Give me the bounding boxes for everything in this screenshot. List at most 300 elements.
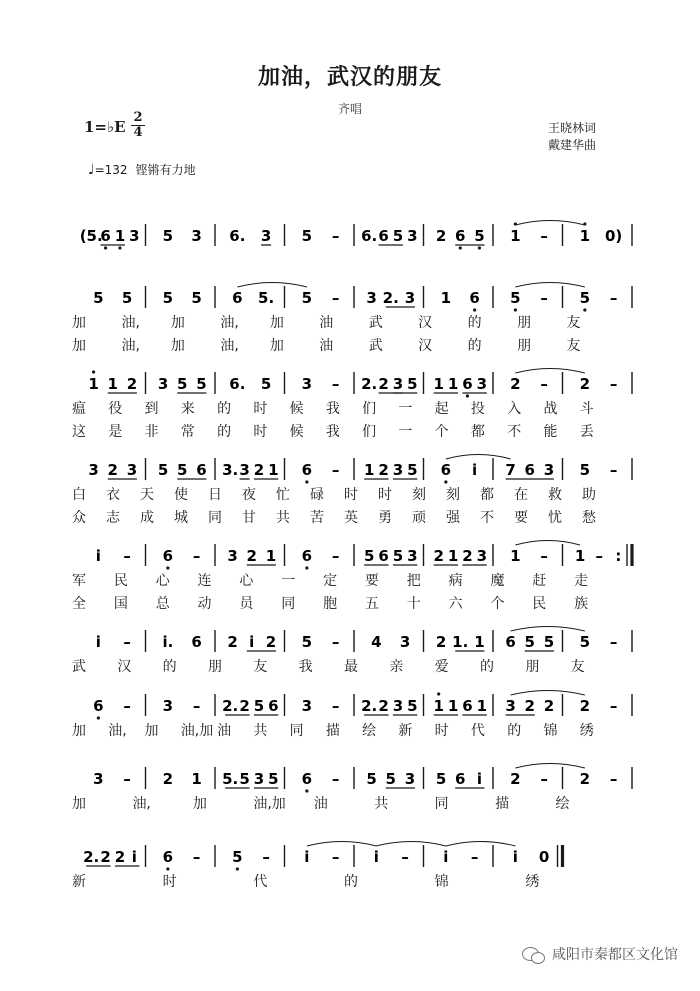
tie	[376, 842, 446, 847]
note: 6	[232, 289, 243, 307]
note: –	[540, 547, 548, 565]
note: 5	[407, 461, 418, 479]
lyric-char: 油,加	[253, 796, 286, 812]
note: –	[609, 461, 618, 479]
lyric-char: 时	[378, 487, 392, 503]
notation-line	[68, 765, 632, 791]
lyric-char: 时	[253, 424, 268, 440]
lyric-char: 的	[467, 338, 482, 354]
note: 6	[455, 770, 466, 788]
lyric-char: 们	[362, 401, 377, 417]
lyric-char: 赶	[532, 573, 547, 589]
note: 5	[510, 289, 521, 307]
lyric-char: 强	[446, 510, 460, 526]
lyric-char: 的	[344, 874, 358, 890]
lyric-char: 描	[325, 723, 340, 739]
lyric-char: 心	[155, 573, 170, 589]
lyric-char: 总	[155, 596, 170, 612]
note: 2	[524, 697, 535, 715]
note: 1	[574, 547, 586, 565]
note: 3	[404, 289, 416, 307]
lyric-char: 碌	[310, 487, 324, 503]
note: 6	[191, 633, 202, 651]
note: 1	[510, 227, 521, 245]
lyric-char: 英	[344, 510, 358, 526]
note: 5	[177, 375, 188, 393]
lyric-char: 病	[448, 573, 463, 589]
lyric-char: 救	[548, 487, 562, 503]
lyric-char: 斗	[579, 401, 594, 417]
tempo-marking	[88, 161, 196, 178]
lyric-char: 衣	[106, 487, 120, 503]
note: –	[331, 461, 340, 479]
note: 3.	[222, 461, 239, 479]
lyric-char: 定	[323, 573, 338, 589]
lyric-char: 常	[180, 424, 195, 440]
note: 5	[301, 227, 313, 245]
note: 5	[162, 289, 174, 307]
note: 1	[447, 375, 459, 393]
lyric-char: 汉	[418, 338, 433, 354]
note: 5	[579, 633, 591, 651]
note: 6	[162, 547, 174, 565]
lyric-char: 役	[108, 401, 123, 417]
note: –	[192, 547, 201, 565]
tie	[307, 842, 377, 847]
lyric-char: 同	[289, 723, 304, 739]
lyric-char: 白	[72, 487, 86, 503]
lyric-char: 爱	[434, 659, 449, 675]
lyric-char: 新	[72, 874, 86, 890]
lyric-char: 军	[72, 573, 86, 589]
note: 3	[88, 461, 99, 479]
note: 5	[301, 633, 313, 651]
lyric-line	[68, 312, 632, 330]
note: –	[540, 227, 548, 245]
note: 3	[543, 461, 555, 479]
lyric-char: 武	[368, 315, 383, 331]
lyric-char: 油,加	[180, 723, 214, 739]
note: 3	[476, 375, 488, 393]
note: 6.	[229, 375, 246, 393]
note: –	[331, 770, 340, 788]
note: i	[443, 848, 449, 866]
lyric-char: 天	[140, 487, 154, 503]
meter-top: 2	[133, 110, 143, 125]
lyric-char: 油,	[132, 796, 151, 812]
note: 2	[579, 770, 591, 788]
note: 2	[246, 547, 257, 565]
lyric-char: 朋	[525, 659, 540, 675]
lyric-char: 油,	[108, 723, 127, 739]
note: 3	[157, 375, 169, 393]
note: 2	[579, 375, 591, 393]
lyric-char: 共	[374, 796, 389, 812]
lyric-line	[68, 335, 632, 353]
note: 3	[404, 770, 416, 788]
lyric-char: 来	[180, 401, 195, 417]
note: 6	[440, 461, 452, 479]
tie	[511, 691, 585, 696]
tempo-value: =132	[94, 163, 128, 177]
lyric-char: 众	[72, 510, 86, 526]
lyric-char: 心	[239, 573, 254, 589]
lyric-char: 刻	[446, 487, 460, 503]
notation-line	[68, 370, 632, 396]
lyric-char: 夜	[242, 487, 256, 503]
lyric-char: 油,	[220, 315, 239, 331]
lyric-char: 都	[470, 424, 485, 440]
lyric-char: 员	[239, 596, 254, 612]
note: 1	[440, 289, 452, 307]
note: 3	[260, 227, 272, 245]
lyric-char: 顽	[412, 510, 426, 526]
tie	[515, 764, 585, 769]
note: 1.	[452, 633, 469, 651]
key-signature: 1=♭E	[84, 118, 126, 136]
note: 1	[107, 375, 118, 393]
tie	[446, 842, 516, 847]
lyric-char: 共	[253, 723, 268, 739]
note: 5	[177, 461, 188, 479]
note: 5	[162, 227, 174, 245]
note: 5	[93, 289, 104, 307]
note: 2	[579, 697, 591, 715]
note: i.	[162, 633, 174, 651]
lyric-char: 绘	[555, 796, 570, 812]
lyric-char: 一	[281, 573, 296, 589]
lyric-char: 能	[543, 424, 558, 440]
lyric-char: 甘	[242, 510, 256, 526]
note: –	[192, 848, 201, 866]
lyric-line	[68, 398, 632, 416]
note: :	[615, 547, 622, 565]
lyric-char: 友	[570, 659, 585, 675]
lyric-char: 的	[162, 659, 177, 675]
note: –	[609, 633, 618, 651]
note: 2	[378, 461, 389, 479]
lyric-char: 新	[398, 723, 413, 739]
note: 6	[462, 697, 473, 715]
note: 5	[196, 375, 207, 393]
lyric-char: 的	[507, 723, 522, 739]
lyric-char: 友	[566, 338, 581, 354]
lyric-char: 时	[253, 401, 268, 417]
note: i	[249, 633, 255, 651]
lyric-char: 我	[325, 424, 340, 440]
lyric-char: 加	[72, 315, 86, 331]
note: 5	[191, 289, 202, 307]
tie	[515, 541, 580, 546]
note: 1	[433, 697, 444, 715]
note: 6	[378, 227, 389, 245]
note: –	[540, 770, 548, 788]
lyric-char: 锦	[434, 874, 449, 890]
note: –	[123, 547, 131, 565]
octave-dot	[104, 246, 107, 249]
tie	[237, 283, 307, 288]
lyric-char: 使	[174, 487, 188, 503]
note: i	[131, 848, 137, 866]
song-title: 加油，武汉的朋友	[257, 65, 442, 90]
note: i	[476, 770, 482, 788]
lyric-char: 油	[319, 315, 334, 331]
lyric-char: 油,	[220, 338, 239, 354]
note: 1	[447, 697, 459, 715]
lyric-char: 亲	[389, 659, 404, 675]
note: –	[331, 375, 340, 393]
lyric-char: 非	[144, 424, 159, 440]
note: 3	[301, 375, 313, 393]
lyric-char: 共	[276, 510, 290, 526]
note: 3	[93, 770, 104, 788]
lyric-line	[68, 720, 632, 738]
lyric-char: 一	[398, 401, 413, 417]
note: 3	[407, 227, 418, 245]
quarter-note-icon: ♩	[88, 162, 95, 178]
credits	[548, 120, 596, 154]
note: 2	[435, 227, 447, 245]
note: 4	[371, 633, 382, 651]
note: 3	[392, 697, 404, 715]
octave-dot	[92, 370, 95, 373]
note: 3	[253, 770, 265, 788]
lyric-char: 要	[364, 573, 379, 589]
note: 6	[301, 770, 313, 788]
performance-style: 齐唱	[337, 102, 362, 116]
note: 3	[126, 461, 138, 479]
lyric-char: 油	[313, 796, 328, 812]
lyric-char: 们	[362, 424, 377, 440]
lyric-char: 我	[298, 659, 313, 675]
note: –	[123, 770, 131, 788]
note: 1	[268, 461, 279, 479]
note: 5	[268, 770, 279, 788]
lyric-line	[68, 871, 632, 889]
note: 1	[474, 633, 485, 651]
note: 5.	[258, 289, 275, 307]
note: 5	[474, 227, 485, 245]
note: –	[470, 848, 479, 866]
tie	[446, 455, 511, 460]
lyric-char: 是	[108, 424, 123, 440]
lyric-char: 刻	[412, 487, 426, 503]
note: (5.	[79, 227, 103, 245]
note: 6	[469, 289, 480, 307]
note: 6	[301, 461, 313, 479]
lyric-char: 族	[574, 596, 589, 612]
lyric-char: 油,	[121, 338, 140, 354]
lyric-char: 一	[398, 424, 413, 440]
lyric-char: 魔	[490, 573, 505, 589]
tie	[515, 283, 585, 288]
lyric-char: 最	[344, 659, 358, 675]
note: 6	[268, 697, 279, 715]
lyric-char: 在	[514, 487, 528, 503]
note: 3	[366, 289, 377, 307]
lyric-char: 把	[406, 573, 421, 589]
note: 5	[392, 547, 404, 565]
lyric-char: 走	[574, 573, 589, 589]
lyric-line	[68, 570, 632, 588]
note: –	[123, 633, 131, 651]
note: i	[95, 547, 101, 565]
note: 3	[239, 461, 250, 479]
octave-dot	[118, 246, 121, 249]
note: 5	[366, 770, 377, 788]
note: 5	[232, 848, 243, 866]
lyric-char: 加	[72, 723, 86, 739]
note: i	[472, 461, 478, 479]
note: 2.	[222, 697, 239, 715]
lyric-char: 城	[174, 510, 188, 526]
note: 2	[433, 547, 444, 565]
lyric-char: 汉	[418, 315, 433, 331]
lyric-char: 锦	[543, 723, 558, 739]
note: 5	[407, 697, 418, 715]
note: 5	[543, 633, 555, 651]
lyric-char: 十	[406, 596, 421, 612]
lyric-char: 同	[434, 796, 449, 812]
note: –	[331, 227, 340, 245]
note: 5	[301, 289, 313, 307]
note: 1	[510, 547, 521, 565]
note: 6	[301, 547, 313, 565]
lyric-char: 个	[490, 596, 505, 612]
notation-line	[68, 542, 632, 568]
note: 5	[385, 770, 396, 788]
note: –	[609, 289, 618, 307]
lyric-line	[68, 656, 632, 674]
lyric-char: 绘	[362, 723, 377, 739]
note: 5	[260, 375, 272, 393]
note: 1	[114, 227, 126, 245]
notation-line	[68, 843, 632, 869]
composer: 戴建华曲	[548, 138, 597, 152]
lyric-char: 苦	[310, 510, 324, 526]
lyric-char: 的	[217, 401, 232, 417]
note: 2	[462, 547, 473, 565]
lyric-char: 六	[448, 596, 463, 612]
note: 3	[129, 227, 140, 245]
note: 6	[455, 227, 466, 245]
note: 5	[407, 375, 418, 393]
lyric-char: 加	[72, 338, 86, 354]
note: i	[512, 848, 518, 866]
note: 6	[100, 227, 111, 245]
note: 1	[433, 375, 444, 393]
note: –	[595, 547, 603, 565]
lyric-char: 加	[170, 338, 185, 354]
note: 6	[462, 375, 473, 393]
note: 6	[196, 461, 207, 479]
lyric-char: 朋	[517, 338, 532, 354]
lyric-char: 不	[507, 424, 522, 440]
note: 2	[107, 461, 118, 479]
note: 5	[435, 770, 447, 788]
note: 6	[162, 848, 174, 866]
note: 5	[239, 770, 250, 788]
lyric-char: 日	[208, 487, 222, 503]
note: 5	[121, 289, 133, 307]
note: –	[262, 848, 270, 866]
lyric-char: 不	[480, 510, 494, 526]
note: –	[609, 770, 618, 788]
lyric-char: 起	[434, 401, 449, 417]
note: 3	[191, 227, 202, 245]
note: 5	[579, 461, 591, 479]
octave-dot	[437, 692, 440, 695]
note: 3	[399, 633, 411, 651]
lyric-char: 都	[480, 487, 494, 503]
note: 3	[476, 547, 488, 565]
lyric-char: 丢	[579, 424, 594, 440]
wechat-icon	[522, 945, 546, 963]
note: 6	[524, 461, 535, 479]
octave-dot	[459, 246, 462, 249]
tie	[515, 221, 585, 226]
lyric-char: 成	[140, 510, 154, 526]
lyric-char: 全	[72, 596, 86, 612]
lyric-char: 绣	[579, 723, 594, 739]
lyric-char: 朋	[517, 315, 532, 331]
lyric-char: 胞	[323, 596, 338, 612]
lyric-char: 战	[543, 401, 558, 417]
note: 0)	[604, 227, 623, 245]
note: 5	[579, 289, 591, 307]
lyric-char: 要	[514, 510, 528, 526]
time-signature	[130, 112, 146, 139]
note: 0	[538, 848, 550, 866]
note: 6	[93, 697, 104, 715]
note: –	[331, 289, 340, 307]
lyric-char: 友	[566, 315, 581, 331]
note: 6	[378, 547, 389, 565]
note: 1	[88, 375, 99, 393]
note: 1	[447, 547, 459, 565]
lyric-char: 入	[507, 401, 522, 417]
lyric-char: 个	[434, 424, 449, 440]
note: –	[609, 697, 618, 715]
lyric-char: 加	[170, 315, 185, 331]
note: 2	[100, 848, 111, 866]
lyric-char: 朋	[208, 659, 222, 675]
note: 2	[543, 697, 555, 715]
lyric-char: 汉	[117, 659, 132, 675]
watermark	[522, 944, 678, 964]
lyric-char: 武	[72, 659, 86, 675]
octave-dot	[478, 246, 481, 249]
note: –	[192, 697, 201, 715]
note: 2.	[361, 375, 378, 393]
notation-line	[68, 692, 632, 718]
note: 6.	[361, 227, 378, 245]
lyric-char: 忙	[276, 487, 290, 503]
note: 2.	[83, 848, 100, 866]
lyric-char: 代	[470, 723, 485, 739]
lyric-char: 加	[192, 796, 207, 812]
note: 2	[162, 770, 174, 788]
note: 2.	[361, 697, 378, 715]
note: 2	[435, 633, 447, 651]
note: 2	[114, 848, 126, 866]
lyric-char: 候	[289, 424, 304, 440]
note: 7	[505, 461, 516, 479]
note: 5	[392, 227, 404, 245]
lyric-char: 忧	[548, 510, 562, 526]
note: 3	[301, 697, 313, 715]
note: 5	[253, 697, 265, 715]
